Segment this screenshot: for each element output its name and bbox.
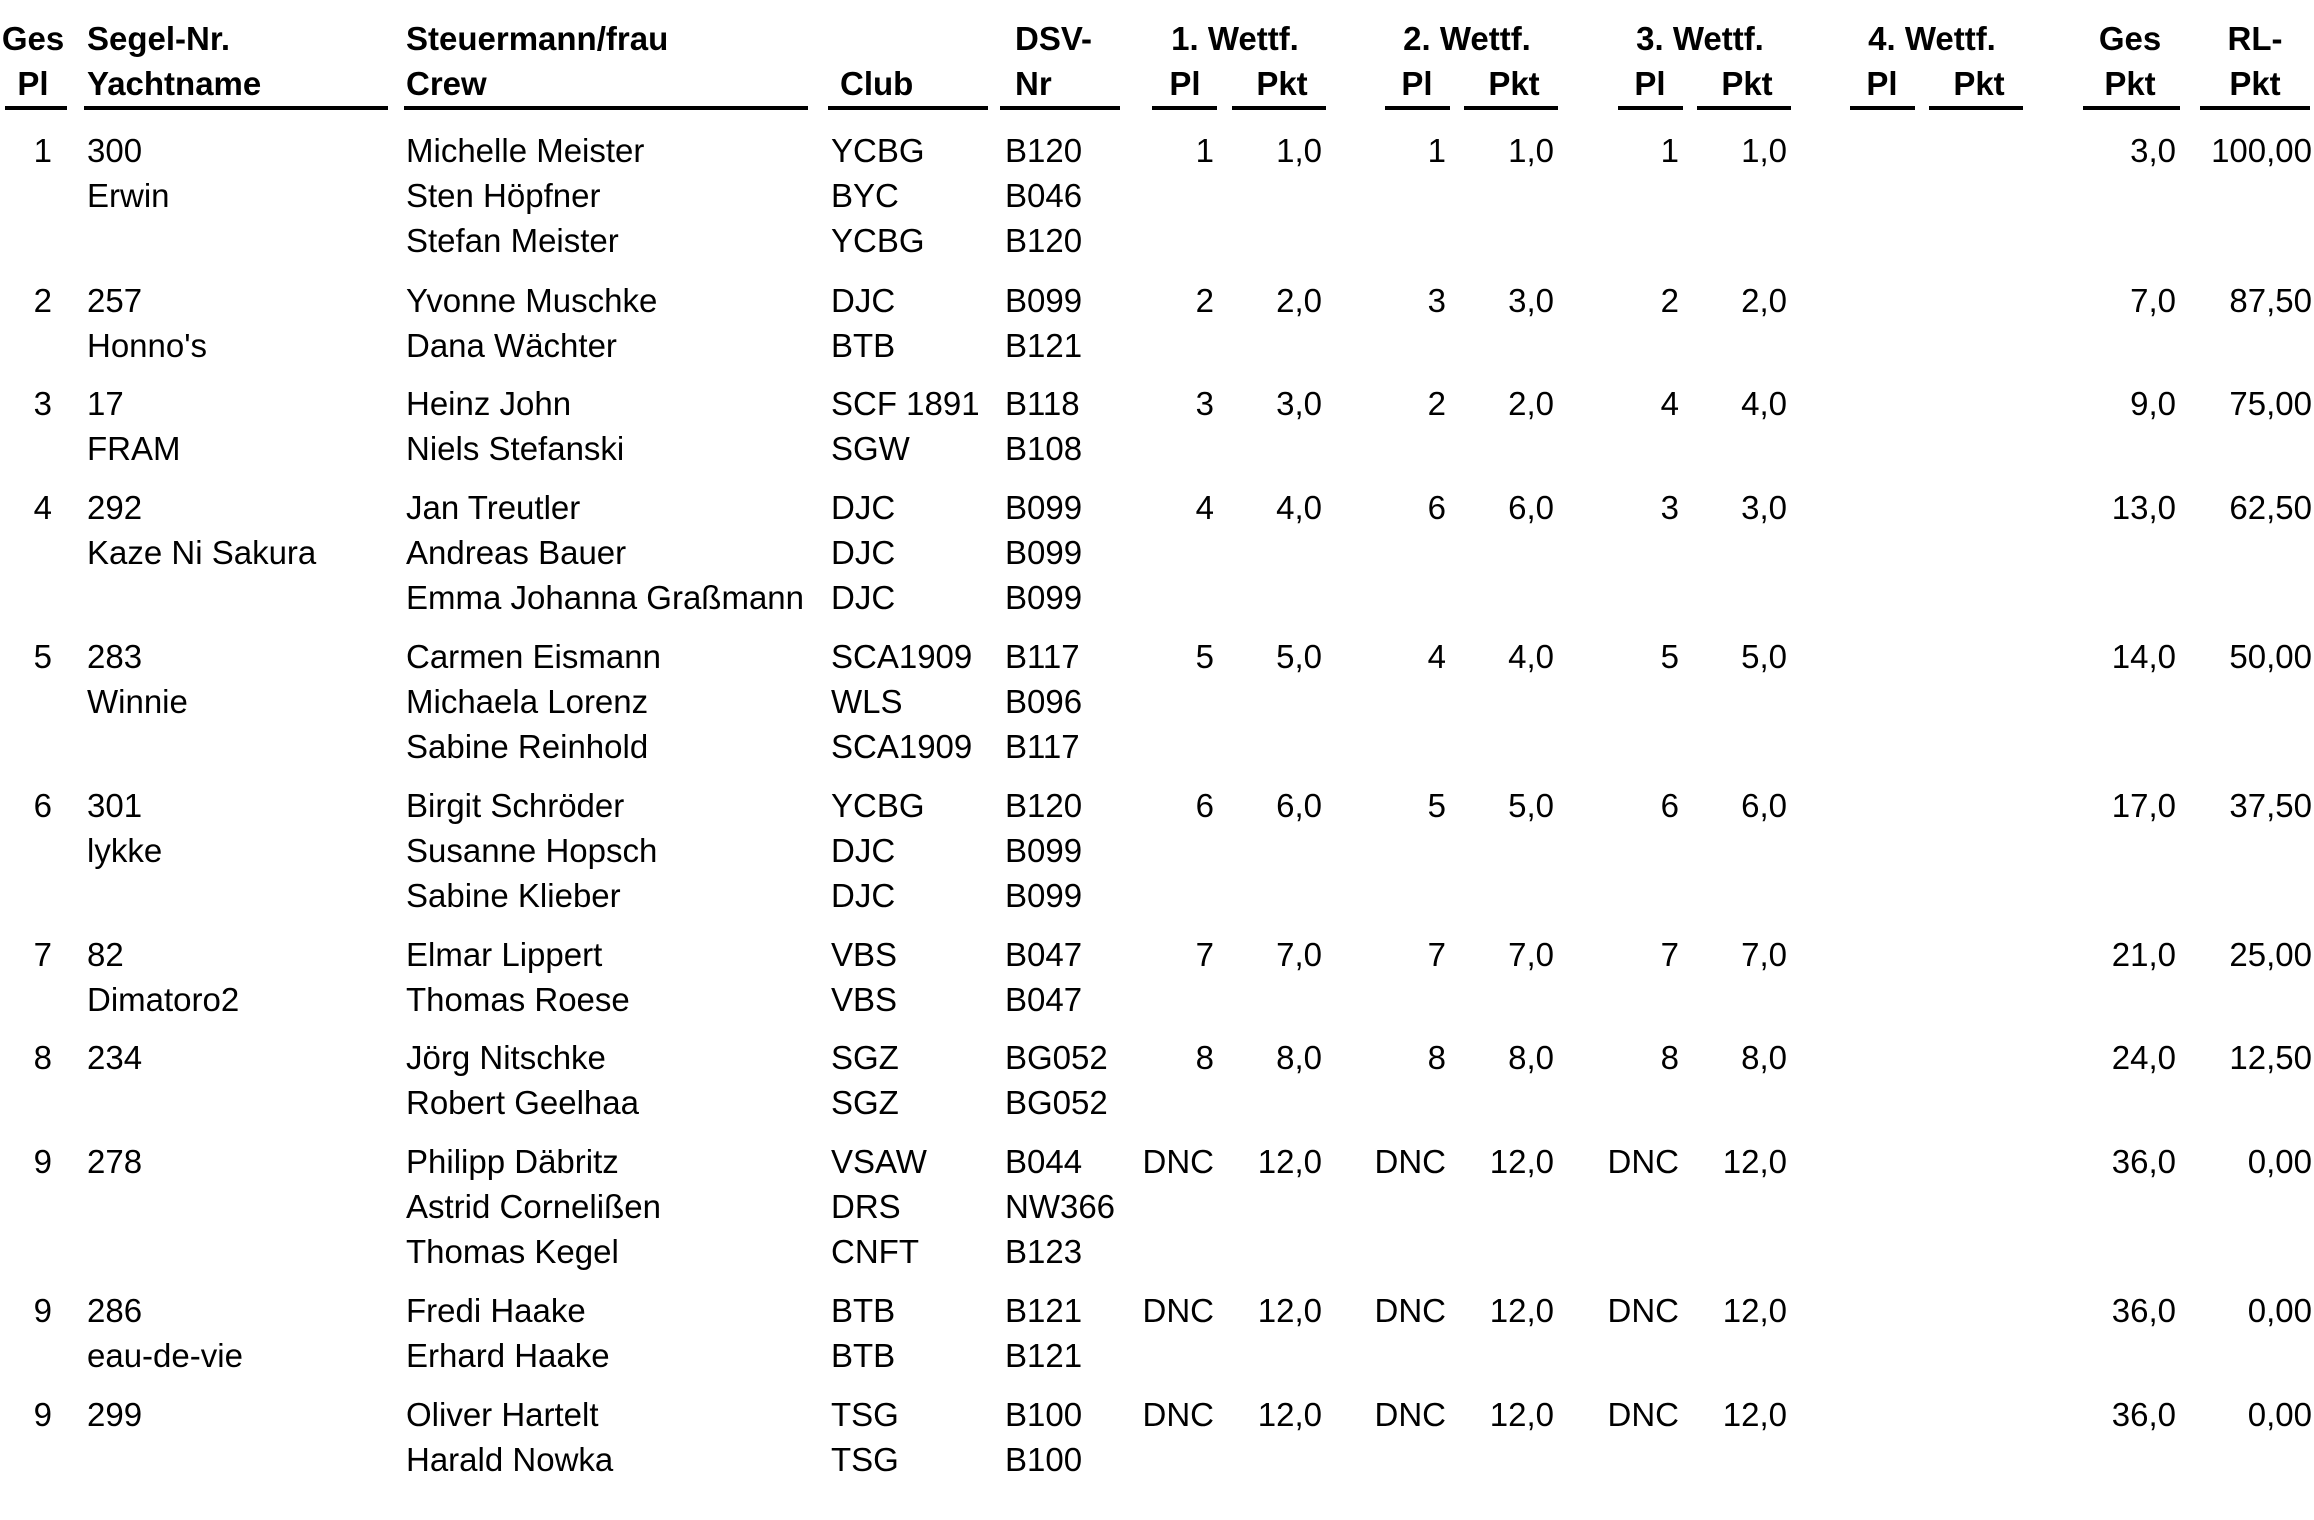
race-points-cell: 5,0 bbox=[1508, 787, 1554, 824]
hdr-steuermann: Steuermann/frau bbox=[406, 20, 669, 57]
crew-name-cell: Astrid Cornelißen bbox=[406, 1188, 661, 1226]
race-points-cell: 1,0 bbox=[1276, 132, 1322, 169]
club-cell: CNFT bbox=[831, 1233, 919, 1271]
hdr-race-1-pl: Pl bbox=[1169, 65, 1201, 102]
club-cell: DJC bbox=[831, 282, 896, 319]
hdr-underline bbox=[2200, 106, 2310, 110]
club-cell: DJC bbox=[831, 579, 896, 617]
race-place-cell: 1 bbox=[1427, 132, 1446, 169]
club-cell: BYC bbox=[831, 177, 899, 215]
hdr-race-3: 3. Wettf. bbox=[1636, 20, 1764, 57]
hdr-underline bbox=[1464, 106, 1558, 110]
ranking-points-cell: 62,50 bbox=[2229, 489, 2312, 526]
club-cell: VBS bbox=[831, 981, 898, 1019]
race-place-cell: 3 bbox=[1427, 282, 1446, 319]
hdr-race-3-pl: Pl bbox=[1634, 65, 1666, 102]
sail-number-cell: 299 bbox=[87, 1396, 143, 1433]
race-place-cell: DNC bbox=[1607, 1143, 1679, 1180]
sail-number-cell: 286 bbox=[87, 1292, 143, 1329]
dsv-nr-cell: B099 bbox=[1005, 489, 1083, 526]
race-place-cell: DNC bbox=[1142, 1396, 1214, 1433]
race-place-cell: 3 bbox=[1195, 385, 1214, 422]
sail-number-cell: 234 bbox=[87, 1039, 143, 1076]
hdr-underline bbox=[2083, 106, 2180, 110]
ranking-points-cell: 87,50 bbox=[2229, 282, 2312, 319]
place-cell: 9 bbox=[33, 1396, 52, 1433]
race-place-cell: 8 bbox=[1660, 1039, 1679, 1076]
club-cell: DJC bbox=[831, 534, 896, 572]
place-cell: 1 bbox=[33, 132, 52, 169]
sail-number-cell: 301 bbox=[87, 787, 143, 824]
race-points-cell: 8,0 bbox=[1741, 1039, 1787, 1076]
crew-name-cell: Birgit Schröder bbox=[406, 787, 625, 824]
race-place-cell: DNC bbox=[1607, 1292, 1679, 1329]
sail-number-cell: 17 bbox=[87, 385, 124, 422]
hdr-underline bbox=[1232, 106, 1326, 110]
race-points-cell: 1,0 bbox=[1741, 132, 1787, 169]
race-points-cell: 3,0 bbox=[1741, 489, 1787, 526]
crew-name-cell: Niels Stefanski bbox=[406, 430, 625, 468]
crew-name-cell: Oliver Hartelt bbox=[406, 1396, 599, 1433]
hdr-ges-pkt-bottom: Pkt bbox=[2104, 65, 2156, 102]
hdr-rl-top: RL- bbox=[2227, 20, 2283, 57]
ranking-points-cell: 75,00 bbox=[2229, 385, 2312, 422]
total-points-cell: 7,0 bbox=[2130, 282, 2176, 319]
race-points-cell: 6,0 bbox=[1508, 489, 1554, 526]
club-cell: DJC bbox=[831, 877, 896, 915]
race-points-cell: 1,0 bbox=[1508, 132, 1554, 169]
race-place-cell: 8 bbox=[1195, 1039, 1214, 1076]
dsv-nr-cell: B046 bbox=[1005, 177, 1083, 215]
race-points-cell: 12,0 bbox=[1489, 1396, 1554, 1433]
club-cell: SCA1909 bbox=[831, 728, 973, 766]
dsv-nr-cell: B044 bbox=[1005, 1143, 1083, 1180]
crew-name-cell: Erhard Haake bbox=[406, 1337, 610, 1375]
crew-name-cell: Harald Nowka bbox=[406, 1441, 614, 1479]
race-points-cell: 7,0 bbox=[1741, 936, 1787, 973]
crew-name-cell: Jörg Nitschke bbox=[406, 1039, 606, 1076]
place-cell: 2 bbox=[33, 282, 52, 319]
dsv-nr-cell: B120 bbox=[1005, 222, 1083, 260]
race-place-cell: 6 bbox=[1427, 489, 1446, 526]
place-cell: 7 bbox=[33, 936, 52, 973]
club-cell: SGZ bbox=[831, 1039, 899, 1076]
hdr-club: Club bbox=[840, 65, 914, 102]
race-points-cell: 12,0 bbox=[1257, 1143, 1322, 1180]
race-points-cell: 3,0 bbox=[1276, 385, 1322, 422]
hdr-race-2-pl: Pl bbox=[1401, 65, 1433, 102]
dsv-nr-cell: B096 bbox=[1005, 683, 1083, 721]
dsv-nr-cell: B047 bbox=[1005, 936, 1083, 973]
crew-name-cell: Sabine Reinhold bbox=[406, 728, 649, 766]
race-points-cell: 7,0 bbox=[1508, 936, 1554, 973]
race-points-cell: 5,0 bbox=[1741, 638, 1787, 675]
race-points-cell: 12,0 bbox=[1489, 1143, 1554, 1180]
dsv-nr-cell: B121 bbox=[1005, 327, 1083, 365]
club-cell: BTB bbox=[831, 1337, 896, 1375]
club-cell: SGZ bbox=[831, 1084, 899, 1122]
crew-name-cell: Michaela Lorenz bbox=[406, 683, 649, 721]
race-points-cell: 4,0 bbox=[1276, 489, 1322, 526]
total-points-cell: 9,0 bbox=[2130, 385, 2176, 422]
crew-name-cell: Thomas Kegel bbox=[406, 1233, 619, 1271]
race-place-cell: 7 bbox=[1427, 936, 1446, 973]
ranking-points-cell: 25,00 bbox=[2229, 936, 2312, 973]
dsv-nr-cell: B118 bbox=[1005, 385, 1080, 422]
yacht-name-cell: Dimatoro2 bbox=[87, 981, 240, 1019]
dsv-nr-cell: B117 bbox=[1005, 638, 1080, 675]
dsv-nr-cell: NW366 bbox=[1005, 1188, 1116, 1226]
crew-name-cell: Susanne Hopsch bbox=[406, 832, 658, 870]
place-cell: 6 bbox=[33, 787, 52, 824]
crew-name-cell: Robert Geelhaa bbox=[406, 1084, 639, 1122]
place-cell: 9 bbox=[33, 1292, 52, 1329]
club-cell: TSG bbox=[831, 1396, 899, 1433]
dsv-nr-cell: BG052 bbox=[1005, 1039, 1108, 1076]
race-points-cell: 5,0 bbox=[1276, 638, 1322, 675]
race-place-cell: 2 bbox=[1195, 282, 1214, 319]
hdr-underline bbox=[5, 106, 67, 110]
race-place-cell: 7 bbox=[1660, 936, 1679, 973]
race-place-cell: DNC bbox=[1374, 1143, 1446, 1180]
race-place-cell: DNC bbox=[1142, 1143, 1214, 1180]
race-place-cell: 5 bbox=[1427, 787, 1446, 824]
hdr-underline bbox=[1697, 106, 1791, 110]
crew-name-cell: Thomas Roese bbox=[406, 981, 630, 1019]
club-cell: YCBG bbox=[831, 787, 925, 824]
race-place-cell: 1 bbox=[1195, 132, 1214, 169]
race-points-cell: 4,0 bbox=[1508, 638, 1554, 675]
place-cell: 8 bbox=[33, 1039, 52, 1076]
total-points-cell: 13,0 bbox=[2111, 489, 2176, 526]
race-points-cell: 3,0 bbox=[1508, 282, 1554, 319]
total-points-cell: 21,0 bbox=[2111, 936, 2176, 973]
crew-name-cell: Michelle Meister bbox=[406, 132, 645, 169]
club-cell: SCA1909 bbox=[831, 638, 973, 675]
hdr-race-4-pl: Pl bbox=[1866, 65, 1898, 102]
dsv-nr-cell: B099 bbox=[1005, 534, 1083, 572]
hdr-underline bbox=[1929, 106, 2023, 110]
dsv-nr-cell: B099 bbox=[1005, 579, 1083, 617]
race-points-cell: 8,0 bbox=[1508, 1039, 1554, 1076]
crew-name-cell: Heinz John bbox=[406, 385, 572, 422]
race-points-cell: 8,0 bbox=[1276, 1039, 1322, 1076]
sail-number-cell: 292 bbox=[87, 489, 143, 526]
yacht-name-cell: Honno's bbox=[87, 327, 208, 365]
race-place-cell: 5 bbox=[1195, 638, 1214, 675]
race-points-cell: 12,0 bbox=[1722, 1143, 1787, 1180]
sail-number-cell: 257 bbox=[87, 282, 143, 319]
race-place-cell: 4 bbox=[1195, 489, 1214, 526]
hdr-race-4-pkt: Pkt bbox=[1953, 65, 2005, 102]
yacht-name-cell: lykke bbox=[87, 832, 163, 870]
place-cell: 5 bbox=[33, 638, 52, 675]
club-cell: WLS bbox=[831, 683, 903, 721]
yacht-name-cell: Kaze Ni Sakura bbox=[87, 534, 317, 572]
crew-name-cell: Fredi Haake bbox=[406, 1292, 586, 1329]
crew-name-cell: Emma Johanna Graßmann bbox=[406, 579, 805, 617]
ranking-points-cell: 0,00 bbox=[2247, 1396, 2312, 1433]
dsv-nr-cell: B108 bbox=[1005, 430, 1083, 468]
race-place-cell: 8 bbox=[1427, 1039, 1446, 1076]
dsv-nr-cell: B100 bbox=[1005, 1441, 1083, 1479]
crew-name-cell: Dana Wächter bbox=[406, 327, 617, 365]
dsv-nr-cell: B099 bbox=[1005, 282, 1083, 319]
hdr-underline bbox=[828, 106, 988, 110]
ranking-points-cell: 100,00 bbox=[2211, 132, 2312, 169]
hdr-underline bbox=[1152, 106, 1217, 110]
race-points-cell: 12,0 bbox=[1489, 1292, 1554, 1329]
race-points-cell: 6,0 bbox=[1276, 787, 1322, 824]
race-place-cell: DNC bbox=[1142, 1292, 1214, 1329]
crew-name-cell: Carmen Eismann bbox=[406, 638, 661, 675]
crew-name-cell: Sten Höpfner bbox=[406, 177, 601, 215]
club-cell: BTB bbox=[831, 327, 896, 365]
hdr-race-2: 2. Wettf. bbox=[1403, 20, 1531, 57]
race-place-cell: 2 bbox=[1660, 282, 1679, 319]
sail-number-cell: 82 bbox=[87, 936, 124, 973]
race-points-cell: 12,0 bbox=[1722, 1396, 1787, 1433]
total-points-cell: 14,0 bbox=[2111, 638, 2176, 675]
race-points-cell: 12,0 bbox=[1722, 1292, 1787, 1329]
yacht-name-cell: eau-de-vie bbox=[87, 1337, 243, 1375]
club-cell: DJC bbox=[831, 489, 896, 526]
race-place-cell: DNC bbox=[1374, 1292, 1446, 1329]
race-points-cell: 2,0 bbox=[1741, 282, 1787, 319]
total-points-cell: 24,0 bbox=[2111, 1039, 2176, 1076]
race-place-cell: 2 bbox=[1427, 385, 1446, 422]
race-place-cell: 4 bbox=[1427, 638, 1446, 675]
race-place-cell: 6 bbox=[1660, 787, 1679, 824]
race-points-cell: 2,0 bbox=[1508, 385, 1554, 422]
total-points-cell: 36,0 bbox=[2111, 1396, 2176, 1433]
race-points-cell: 4,0 bbox=[1741, 385, 1787, 422]
race-points-cell: 7,0 bbox=[1276, 936, 1322, 973]
club-cell: VBS bbox=[831, 936, 898, 973]
hdr-underline bbox=[84, 106, 388, 110]
race-points-cell: 12,0 bbox=[1257, 1292, 1322, 1329]
race-place-cell: 1 bbox=[1660, 132, 1679, 169]
dsv-nr-cell: B121 bbox=[1005, 1337, 1083, 1375]
hdr-underline bbox=[1385, 106, 1450, 110]
total-points-cell: 36,0 bbox=[2111, 1292, 2176, 1329]
hdr-underline bbox=[1850, 106, 1915, 110]
hdr-ges-pkt-top: Ges bbox=[2098, 20, 2162, 57]
sail-number-cell: 300 bbox=[87, 132, 143, 169]
hdr-yachtname: Yachtname bbox=[87, 65, 262, 102]
total-points-cell: 17,0 bbox=[2111, 787, 2176, 824]
dsv-nr-cell: B100 bbox=[1005, 1396, 1083, 1433]
crew-name-cell: Yvonne Muschke bbox=[406, 282, 658, 319]
ranking-points-cell: 50,00 bbox=[2229, 638, 2312, 675]
club-cell: VSAW bbox=[831, 1143, 927, 1180]
ranking-points-cell: 0,00 bbox=[2247, 1143, 2312, 1180]
yacht-name-cell: Erwin bbox=[87, 177, 170, 215]
race-place-cell: 4 bbox=[1660, 385, 1679, 422]
race-place-cell: 6 bbox=[1195, 787, 1214, 824]
ranking-points-cell: 37,50 bbox=[2229, 787, 2312, 824]
race-place-cell: 3 bbox=[1660, 489, 1679, 526]
hdr-dsv-nr: Nr bbox=[1015, 65, 1052, 102]
dsv-nr-cell: B099 bbox=[1005, 877, 1083, 915]
club-cell: BTB bbox=[831, 1292, 896, 1329]
total-points-cell: 3,0 bbox=[2130, 132, 2176, 169]
hdr-underline bbox=[1618, 106, 1683, 110]
race-points-cell: 2,0 bbox=[1276, 282, 1322, 319]
dsv-nr-cell: B099 bbox=[1005, 832, 1083, 870]
hdr-underline bbox=[404, 106, 808, 110]
dsv-nr-cell: B120 bbox=[1005, 132, 1083, 169]
hdr-dsv: DSV- bbox=[1015, 20, 1093, 57]
crew-name-cell: Andreas Bauer bbox=[406, 534, 627, 572]
race-place-cell: DNC bbox=[1607, 1396, 1679, 1433]
place-cell: 9 bbox=[33, 1143, 52, 1180]
yacht-name-cell: Winnie bbox=[87, 683, 188, 721]
hdr-ges-pl-top: Ges bbox=[1, 20, 65, 57]
dsv-nr-cell: B047 bbox=[1005, 981, 1083, 1019]
sail-number-cell: 283 bbox=[87, 638, 143, 675]
crew-name-cell: Stefan Meister bbox=[406, 222, 619, 260]
hdr-race-2-pkt: Pkt bbox=[1488, 65, 1540, 102]
hdr-race-1-pkt: Pkt bbox=[1256, 65, 1308, 102]
dsv-nr-cell: B121 bbox=[1005, 1292, 1083, 1329]
club-cell: YCBG bbox=[831, 222, 925, 260]
club-cell: YCBG bbox=[831, 132, 925, 169]
ranking-points-cell: 12,50 bbox=[2229, 1039, 2312, 1076]
hdr-crew: Crew bbox=[406, 65, 487, 102]
place-cell: 4 bbox=[33, 489, 52, 526]
club-cell: DJC bbox=[831, 832, 896, 870]
crew-name-cell: Philipp Däbritz bbox=[406, 1143, 619, 1180]
race-points-cell: 6,0 bbox=[1741, 787, 1787, 824]
race-points-cell: 12,0 bbox=[1257, 1396, 1322, 1433]
sail-number-cell: 278 bbox=[87, 1143, 143, 1180]
race-place-cell: 5 bbox=[1660, 638, 1679, 675]
hdr-race-3-pkt: Pkt bbox=[1721, 65, 1773, 102]
dsv-nr-cell: B120 bbox=[1005, 787, 1083, 824]
place-cell: 3 bbox=[33, 385, 52, 422]
dsv-nr-cell: B123 bbox=[1005, 1233, 1083, 1271]
race-place-cell: DNC bbox=[1374, 1396, 1446, 1433]
ranking-points-cell: 0,00 bbox=[2247, 1292, 2312, 1329]
club-cell: TSG bbox=[831, 1441, 899, 1479]
total-points-cell: 36,0 bbox=[2111, 1143, 2176, 1180]
hdr-segel-nr: Segel-Nr. bbox=[87, 20, 231, 57]
yacht-name-cell: FRAM bbox=[87, 430, 181, 468]
hdr-race-1: 1. Wettf. bbox=[1171, 20, 1299, 57]
dsv-nr-cell: BG052 bbox=[1005, 1084, 1108, 1122]
race-place-cell: 7 bbox=[1195, 936, 1214, 973]
club-cell: DRS bbox=[831, 1188, 901, 1226]
club-cell: SGW bbox=[831, 430, 910, 468]
hdr-race-4: 4. Wettf. bbox=[1868, 20, 1996, 57]
crew-name-cell: Sabine Klieber bbox=[406, 877, 621, 915]
crew-name-cell: Elmar Lippert bbox=[406, 936, 603, 973]
hdr-ges-pl-bottom: Pl bbox=[17, 65, 49, 102]
club-cell: SCF 1891 bbox=[831, 385, 980, 422]
hdr-underline bbox=[1000, 106, 1120, 110]
crew-name-cell: Jan Treutler bbox=[406, 489, 581, 526]
hdr-rl-bottom: Pkt bbox=[2229, 65, 2281, 102]
dsv-nr-cell: B117 bbox=[1005, 728, 1080, 766]
